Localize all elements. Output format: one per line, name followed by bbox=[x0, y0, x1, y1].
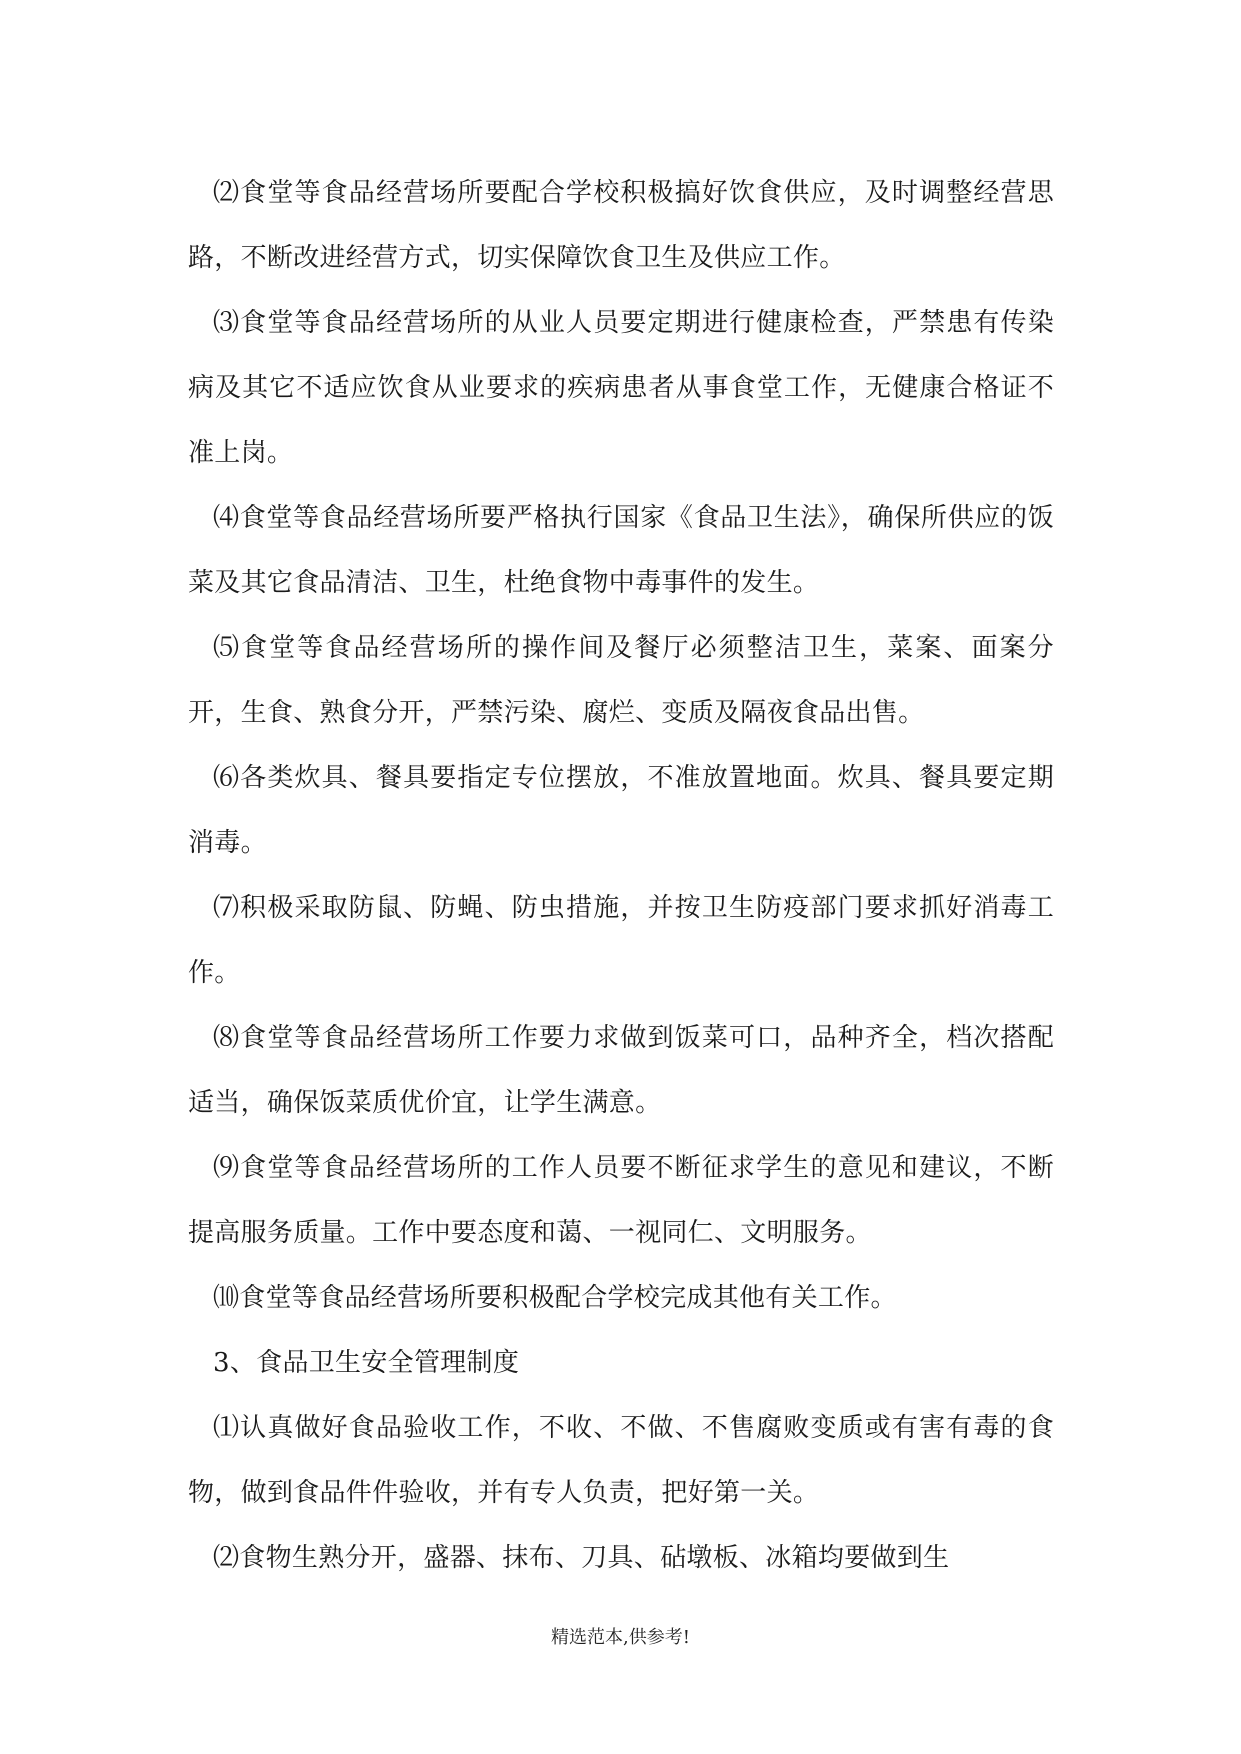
paragraph-item-4: ⑷食堂等食品经营场所要严格执行国家《食品卫生法》，确保所供应的饭菜及其它食品清洁、卫生，杜绝食物中毒事件的发生。 bbox=[188, 503, 1054, 598]
paragraph-item-5: ⑸食堂等食品经营场所的操作间及餐厅必须整洁卫生，菜案、面案分开，生食、熟食分开，严禁污染、腐烂、变质及隔夜食品出售。 bbox=[188, 633, 1054, 728]
paragraph-item-6: ⑹各类炊具、餐具要指定专位摆放，不准放置地面。炊具、餐具要定期消毒。 bbox=[188, 763, 1054, 858]
paragraph-item-8: ⑻食堂等食品经营场所工作要力求做到饭菜可口，品种齐全，档次搭配适当，确保饭菜质优价宜，让学生满意。 bbox=[188, 1023, 1054, 1118]
section-heading: 3、食品卫生安全管理制度 bbox=[213, 1348, 520, 1378]
paragraph-section3-item-2: ⑵食物生熟分开，盛器、抹布、刀具、砧墩板、冰箱均要做到生 bbox=[213, 1543, 950, 1573]
paragraph-item-3: ⑶食堂等食品经营场所的从业人员要定期进行健康检查，严禁患有传染病及其它不适应饮食从业要求的疾病患者从事食堂工作，无健康合格证不准上岗。 bbox=[188, 308, 1054, 468]
paragraph-item-7: ⑺积极采取防鼠、防蝇、防虫措施，并按卫生防疫部门要求抓好消毒工作。 bbox=[188, 893, 1054, 988]
paragraph-item-2: ⑵食堂等食品经营场所要配合学校积极搞好饮食供应，及时调整经营思路，不断改进经营方式，切实保障饮食卫生及供应工作。 bbox=[188, 178, 1054, 273]
page-footer: 精选范本,供参考! bbox=[551, 1627, 690, 1648]
document-body bbox=[188, 161, 1054, 1591]
paragraph-item-9: ⑼食堂等食品经营场所的工作人员要不断征求学生的意见和建议，不断提高服务质量。工作中要态度和蔼、一视同仁、文明服务。 bbox=[188, 1153, 1054, 1248]
paragraph-section3-item-1: ⑴认真做好食品验收工作，不收、不做、不售腐败变质或有害有毒的食物，做到食品件件验收，并有专人负责，把好第一关。 bbox=[188, 1413, 1054, 1508]
paragraph-item-10: ⑽食堂等食品经营场所要积极配合学校完成其他有关工作。 bbox=[213, 1283, 897, 1313]
